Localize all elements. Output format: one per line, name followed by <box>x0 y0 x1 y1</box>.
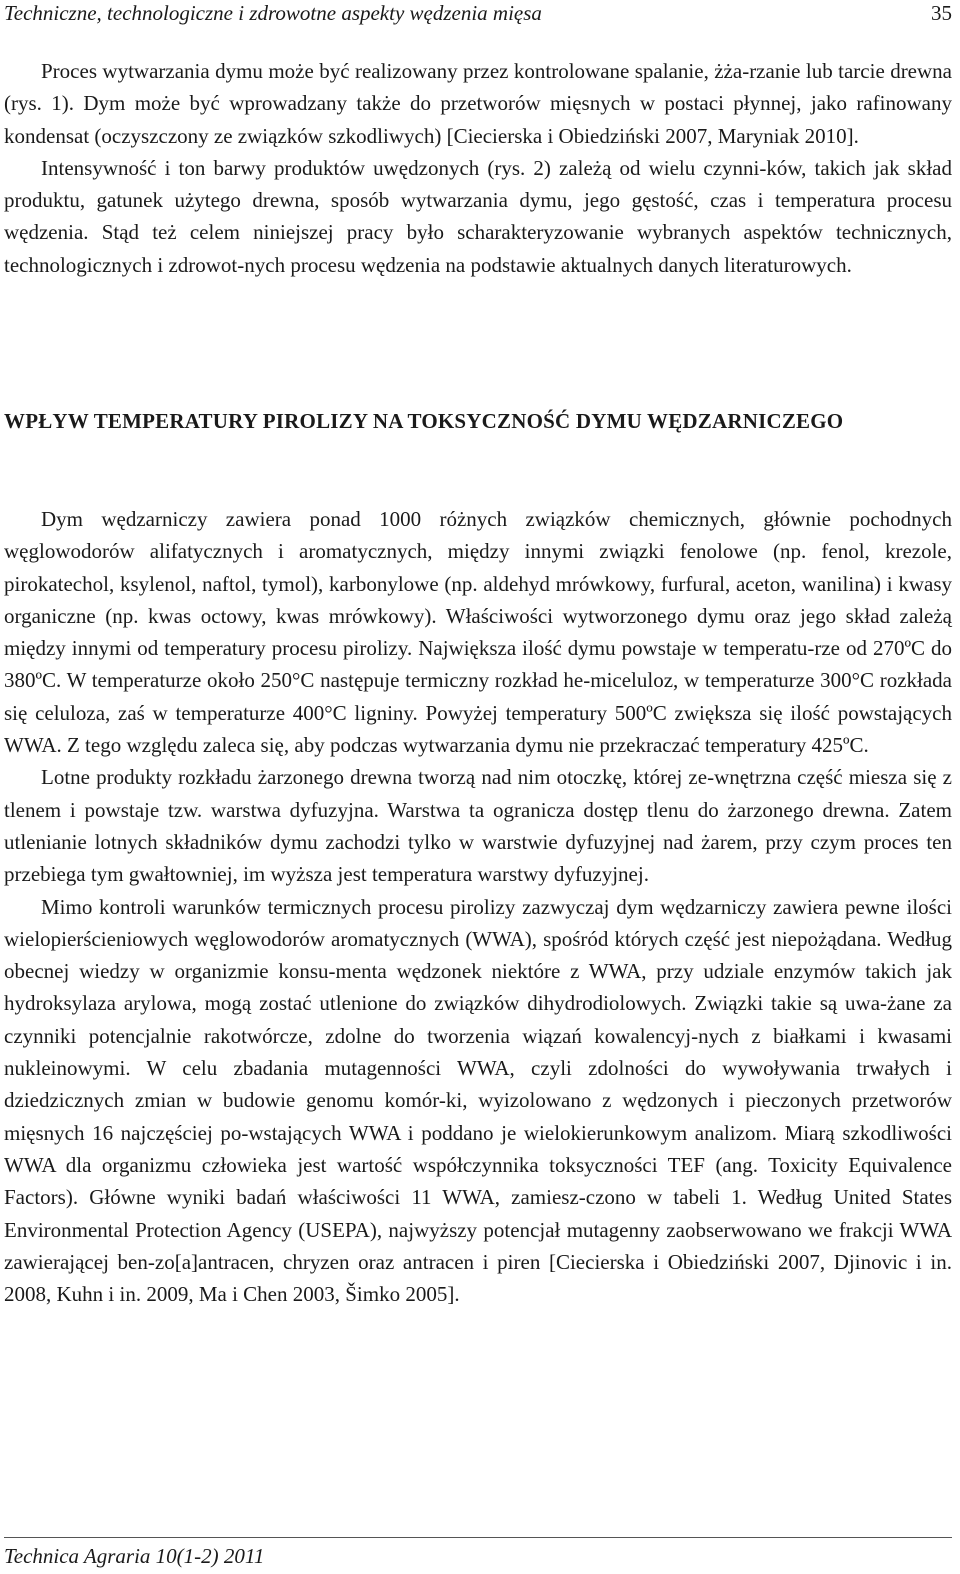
body-paragraph: Lotne produkty rozkładu żarzonego drewna tworzą nad nim otoczkę, której ze-wnętrzna część miesza się z tlenem i powstaje tzw. warstwa dyfuzyjna. Warstwa ta ogranicza dostęp tlenu do żarzonego drewna. Zatem utlenianie lotnych składników dymu zachodzi tylko w warstwie dyfuzyjnej nad żarem, przy czym proces ten przebiega tym gwałtowniej, im wyższa jest temperatura warstwy dyfuzyjnej. <box>4 765 952 887</box>
body-paragraph: Proces wytwarzania dymu może być realizowany przez kontrolowane spalanie, żża-rzanie lub tarcie drewna (rys. 1). Dym może być wprowadzany także do przetworów mięsnych w postaci płynnej, jako rafinowany kondensat (oczyszczony ze związków szkodliwych) [Ciecierska i Obiedziński 2007, Maryniak 2010]. <box>4 59 952 148</box>
section-heading: WPŁYW TEMPERATURY PIROLIZY NA TOKSYCZNOŚĆ DYMU WĘDZARNICZEGO <box>4 409 844 433</box>
footer-rule <box>4 1537 952 1538</box>
body-paragraph: Intensywność i ton barwy produktów uwędzonych (rys. 2) zależą od wielu czynni-ków, takich jak skład produktu, gatunek użytego drewna, sposób wytwarzania dymu, jego gęstość, czas i temperatura procesu wędzenia. Stąd też celem niniejszej pracy było scharakteryzowanie wybranych aspektów technicznych, technologicznych i zdrowot-nych procesu wędzenia na podstawie aktualnych danych literaturowych. <box>4 155 952 277</box>
running-header <box>4 0 952 26</box>
section-text-block <box>4 503 952 1310</box>
running-title: Techniczne, technologiczne i zdrowotne aspekty wędzenia mięsa <box>4 1 542 25</box>
intro-text-block <box>4 55 952 281</box>
body-paragraph: Dym wędzarniczy zawiera ponad 1000 różnych związków chemicznych, głównie pochodnych węglowodorów alifatycznych i aromatycznych, między innymi związki fenolowe (np. fenol, krezole, pirokatechol, ksylenol, naftol, tymol), karbonylowe (np. aldehyd mrówkowy, furfural, aceton, wanilina) i kwasy organiczne (np. kwas octowy, kwas mrówkowy). Właściwości wytworzonego dymu oraz jego skład zależą między innymi od temperatury procesu pirolizy. Największa ilość dymu powstaje w temperatu-rze od 270ºC do 380ºC. W temperaturze około 250°C następuje termiczny rozkład he-miceluloz, w temperaturze 300°C rozkłada się celuloza, zaś w temperaturze 400°C ligniny. Powyżej temperatury 500ºC zwiększa się ilość powstających WWA. Z tego względu zaleca się, aby podczas wytwarzania dymu nie przekraczać temperatury 425ºC. <box>4 507 952 758</box>
body-paragraph: Mimo kontroli warunków termicznych procesu pirolizy zazwyczaj dym wędzarniczy zawiera pewne ilości wielopierścieniowych węglowodorów aromatycznych (WWA), spośród których część jest niepożądana. Według obecnej wiedzy w organizmie konsu-menta wędzonek niektóre z WWA, przy udziale enzymów takich jak hydroksylaza arylowa, mogą zostać utlenione do związków dihydrodiolowych. Związki takie są uwa-żane za czynniki potencjalnie rakotwórcze, zdolne do tworzenia wiązań kowalencyj-nych z białkami i kwasami nukleinowymi. W celu zbadania mutagenności WWA, czyli zdolności do wywoływania trwałych i dziedzicznych zmian w budowie genomu komór-ki, wyizolowano z wędzonych i pieczonych przetworów mięsnych 16 najczęściej po-wstających WWA i poddano je wielokierunkowym analizom. Miarą szkodliwości WWA dla organizmu człowieka jest wartość współczynnika toksyczności TEF (ang. Toxicity Equivalence Factors). Główne wyniki badań właściwości 11 WWA, zamiesz-czono w tabeli 1. Według United States Environmental Protection Agency (USEPA), najwyższy potencjał mutagenny zaobserwowano we frakcji WWA zawierającej ben-zo[a]antracen, chryzen oraz antracen i piren [Ciecierska i Obiedziński 2007, Djinovic i in. 2008, Kuhn i in. 2009, Ma i Chen 2003, Šimko 2005]. <box>4 894 952 1307</box>
running-footer: Technica Agraria 10(1-2) 2011 <box>4 1544 265 1568</box>
page-number: 35 <box>931 1 952 25</box>
